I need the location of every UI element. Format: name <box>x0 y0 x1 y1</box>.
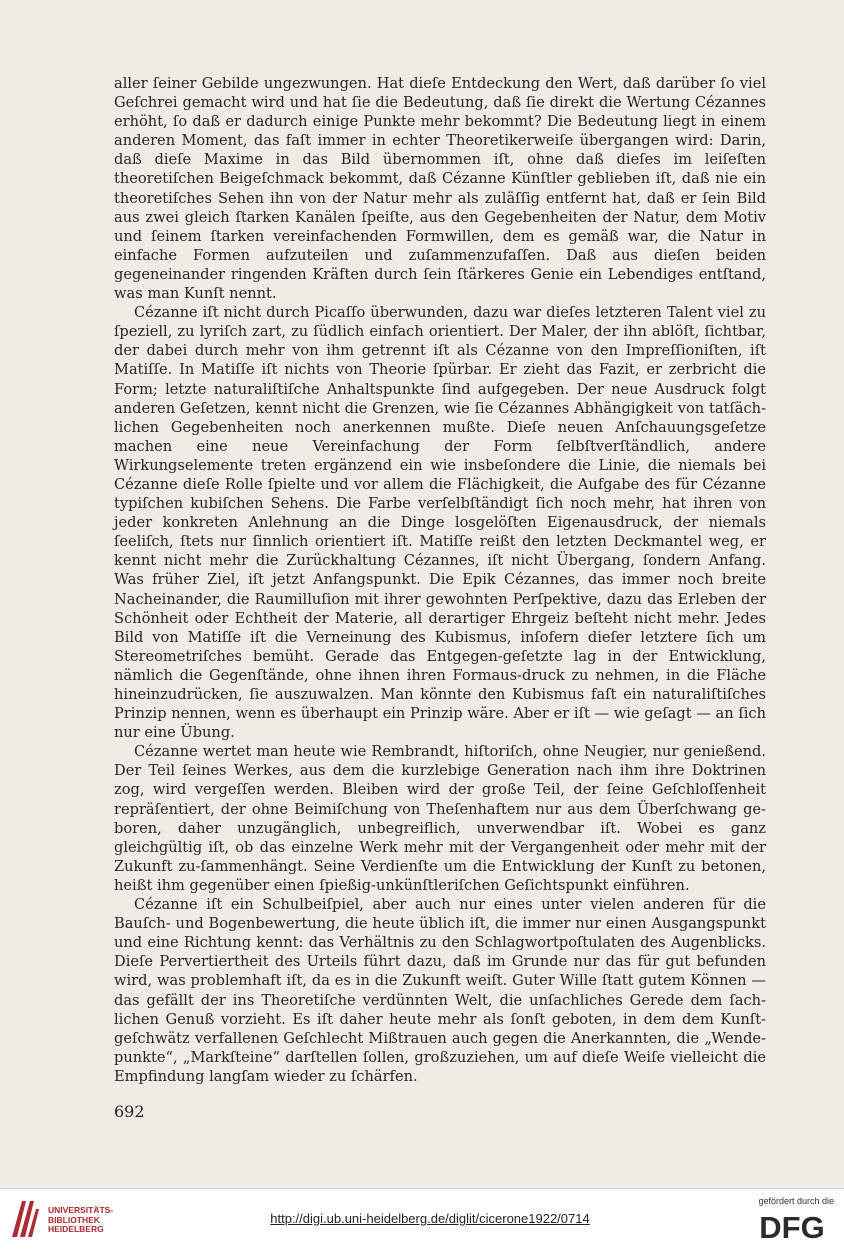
paragraph-2: Cézanne iſt nicht durch Picaſſo überwunden, dazu war dieſes letzteren Talent viel zu ſpeziell, zu lyriſch zart, zu ſüdlich einfach orientiert. Der Maler, der ihn ablöſt, ſichtbar, der dabei durch mehr von ihm getrennt iſt als Cézanne von den Impreſſioniſten, iſt Matiſſe. In Matiſſe iſt nichts von Theorie ſpürbar. Er zieht das Fazit, er zerbricht die Form; letzte naturaliſtiſche Anhaltspunkte ſind aufgegeben. Der neue Ausdruck folgt anderen Geſetzen, kennt nicht die Grenzen, wie ſie Cézannes Abhängigkeit von tatſäch-lichen Gegebenheiten noch anerkennen mußte. Dieſe neuen Anſchauungsgeſetze machen eine neue Vereinfachung der Form ſelbſtverſtändlich, andere Wirkungselemente treten ergänzend ein wie insbeſondere die Linie, die niemals bei Cézanne dieſe Rolle ſpielte und vor allem die Flächigkeit, die Aufgabe des für Cézanne typiſchen kubiſchen Sehens. Die Farbe verſelbſtändigt ſich noch mehr, hat ihren von jeder konkreten Anlehnung an die Dinge losgelöſten Eigenausdruck, der niemals ſeeliſch, ſtets nur ſinnlich orientiert iſt. Matiſſe reißt den letzten Deckmantel weg, er kennt nicht mehr die Zurückhaltung Cézannes, iſt nicht Übergang, ſondern Anfang. Was früher Ziel, iſt jetzt Anfangspunkt. Die Epik Cézannes, das immer noch breite Nacheinander, die Raumilluſion mit ihrer gewohnten Perſpektive, dazu das Erleben der Schönheit oder Echtheit der Materie, all derartiger Ehrgeiz beſteht nicht mehr. Jedes Bild von Matiſſe iſt die Verneinung des Kubismus, inſofern dieſer letztere ſich um Stereometriſches bemüht. Gerade das Entgegen-geſetzte lag in der Entwicklung, nämlich die Gegenſtände, ohne ihnen ihren Formaus-druck zu nehmen, in die Fläche hineinzudrücken, ſie auszuwalzen. Man könnte den Kubismus faſt ein naturaliſtiſches Prinzip nennen, wenn es überhaupt ein Prinzip wäre. Aber er iſt — wie geſagt — an ſich nur eine Übung. <box>114 304 766 742</box>
body-text <box>114 74 766 1086</box>
page-number: 692 <box>114 1102 145 1121</box>
library-name <box>48 1206 113 1235</box>
funding-caption: gefördert durch die <box>758 1196 834 1206</box>
paragraph-4: Cézanne iſt ein Schulbeiſpiel, aber auch nur eines unter vielen anderen für die Bauſch- und Bogenbewertung, die heute üblich iſt, die immer nur einen Ausgangspunkt und eine Richtung kennt: das Verhältnis zu den Schlagwortpoſtulaten des Augenblicks. Dieſe Pervertiertheit des Urteils führt dazu, daß im Grunde nur das für gut befunden wird, was problemhaft iſt, da es in die Zukunft weiſt. Guter Wille ſtatt gutem Können — das gefällt der ins Theoretiſche verdünnten Welt, die unſachliches Gerede dem ſach-lichen Genuß vorzieht. Es iſt daher heute mehr als ſonſt geboten, in dem dem Kunſt-geſchwätz verfallenen Geſchlecht Mißtrauen auch gegen die Anerkannten, die „Wende-punkte“, „Markſteine“ darſtellen ſollen, großzuziehen, um auf dieſe Weiſe vielleicht die Empfindung langſam wieder zu ſchärfen. <box>114 896 766 1085</box>
library-name-line-3: HEIDELBERG <box>48 1224 104 1234</box>
university-library-logo-icon <box>8 1197 42 1241</box>
library-name-line-2: BIBLIOTHEK <box>48 1214 100 1225</box>
library-name-line-1: UNIVERSITÄTS- <box>48 1205 114 1215</box>
dfg-logo-text: DFG <box>759 1211 825 1241</box>
paragraph-1: aller ſeiner Gebilde ungezwungen. Hat dieſe Entdeckung den Wert, daß darüber ſo viel Geſchrei gemacht wird und hat ſie die Bedeutung, daß ſie direkt die Wertung Cézannes erhöht, ſo daß er dadurch einige Punkte mehr bekommt? Die Bedeutung liegt in einem anderen Moment, das faſt immer in echter Theoretikerweiſe übergangen wird: Darin, daß dieſe Maxime in das Bild übernommen iſt, ohne daß dieſes im leiſeſten theoretiſchen Beigeſchmack bekommt, daß Cézanne Künſtler geblieben iſt, daß nie ein theoretiſches Sehen ihn von der Natur mehr als zuläſſig entfernt hat, daß er ſein Bild aus zwei gleich ſtarken Kanälen ſpeiſte, aus den Gegebenheiten der Natur, dem Motiv und ſeinem ſtarken vereinfachenden Formwillen, dem es gemäß war, die Natur in einfache Formen aufzuteilen und zuſammenzufaſſen. Daß aus dieſen beiden gegeneinander ringenden Kräften durch ſein ſtärkeres Genie ein Lebendiges entſtand, was man Kunſt nennt. <box>114 75 766 303</box>
digitization-footer <box>0 1188 844 1250</box>
permalink-url[interactable]: http://digi.ub.uni-heidelberg.de/diglit/cicerone1922/0714 <box>270 1211 590 1226</box>
paragraph-3: Cézanne wertet man heute wie Rembrandt, hiſtoriſch, ohne Neugier, nur genießend. Der Teil ſeines Werkes, aus dem die kurzlebige Generation nach ihm ihre Doktrinen zog, wird vergeſſen werden. Bleiben wird der große Teil, der ſeine Geſchloſſenheit repräſentiert, der ohne Beimiſchung von Theſenhaftem nur aus dem Überſchwang ge-boren, daher unzugänglich, unbegreiflich, unverwendbar iſt. Wobei es ganz gleichgültig iſt, ob das einzelne Werk mehr mit der Vergangenheit oder mehr mit der Zukunft zu-ſammenhängt. Seine Verdienſte um die Entwicklung der Kunſt zu betonen, heißt ihm gegenüber einen ſpießig-unkünſtleriſchen Geſichtspunkt einführen. <box>114 743 766 894</box>
dfg-logo-icon <box>750 1211 834 1241</box>
